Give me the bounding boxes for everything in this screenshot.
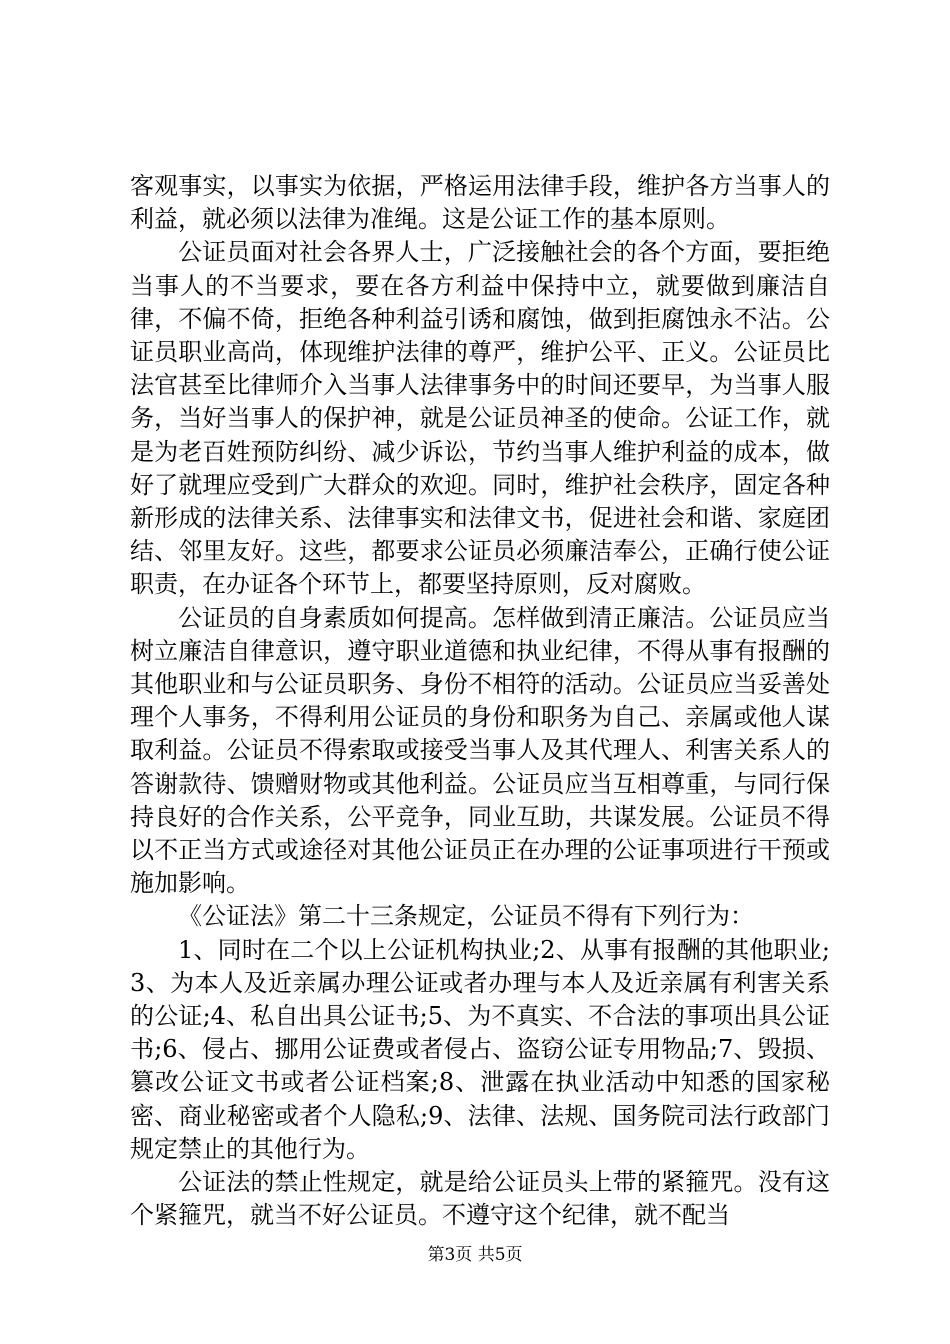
paragraph-prohibition-summary: 公证法的禁止性规定，就是给公证员头上带的紧箍咒。没有这个紧箍咒，就当不好公证员。不遵守这个纪律，就不配当 — [130, 1168, 830, 1230]
paragraph-notary-quality: 公证员的自身素质如何提高。怎样做到清正廉洁。公证员应当树立廉洁自律意识，遵守职业道德和执业纪律，不得从事有报酬的其他职业和与公证员职务、身份不相符的活动。公证员应当妥善处理个人事务，不得利用公证员的身份和职务为自己、亲属或他人谋取利益。公证员不得索取或接受当事人及其代理人、利害关系人的答谢款待、馈赠财物或其他利益。公证员应当互相尊重，与同行保持良好的合作关系，公平竞争，同业互助，共谋发展。公证员不得以不正当方式或途径对其他公证员正在办理的公证事项进行干预或施加影响。 — [130, 603, 830, 898]
page-number-footer: 第3页 共5页 — [427, 1245, 523, 1265]
paragraph-notary-integrity: 公证员面对社会各界人士，广泛接触社会的各个方面，要拒绝当事人的不当要求，要在各方利益中保持中立，就要做到廉洁自律，不偏不倚，拒绝各种利益引诱和腐蚀，做到拒腐蚀永不沾。公证员职业高尚，体现维护法律的尊严，维护公平、正义。公证员比法官甚至比律师介入当事人法律事务中的时间还要早，为当事人服务，当好当事人的保护神，就是公证员神圣的使命。公证工作，就是为老百姓预防纠纷、减少诉讼，节约当事人维护利益的成本，做好了就理应受到广大群众的欢迎。同时，维护社会秩序，固定各种新形成的法律关系、法律事实和法律文书，促进社会和谐、家庭团结、邻里友好。这些，都要求公证员必须廉洁奉公，正确行使公证职责，在办证各个环节上，都要坚持原则，反对腐败。 — [130, 238, 830, 599]
paragraph-law-article-23: 《公证法》第二十三条规定，公证员不得有下列行为： — [178, 902, 754, 931]
document-body — [130, 170, 830, 1233]
paragraph-prohibited-acts-list: 1、同时在二个以上公证机构执业;2、从事有报酬的其他职业;3、为本人及近亲属办理公证或者办理与本人及近亲属有利害关系的公证;4、私自出具公证书;5、为不真实、不合法的事项出具公证书;6、侵占、挪用公证费或者侵占、盗窃公证专用物品;7、毁损、篡改公证文书或者公证档案;8、泄露在执业活动中知悉的国家秘密、商业秘密或者个人隐私;9、法律、法规、国务院司法行政部门规定禁止的其他行为。 — [130, 935, 830, 1163]
paragraph-continuation: 客观事实，以事实为依据，严格运用法律手段，维护各方当事人的利益，就必须以法律为准绳。这是公证工作的基本原则。 — [130, 172, 830, 234]
